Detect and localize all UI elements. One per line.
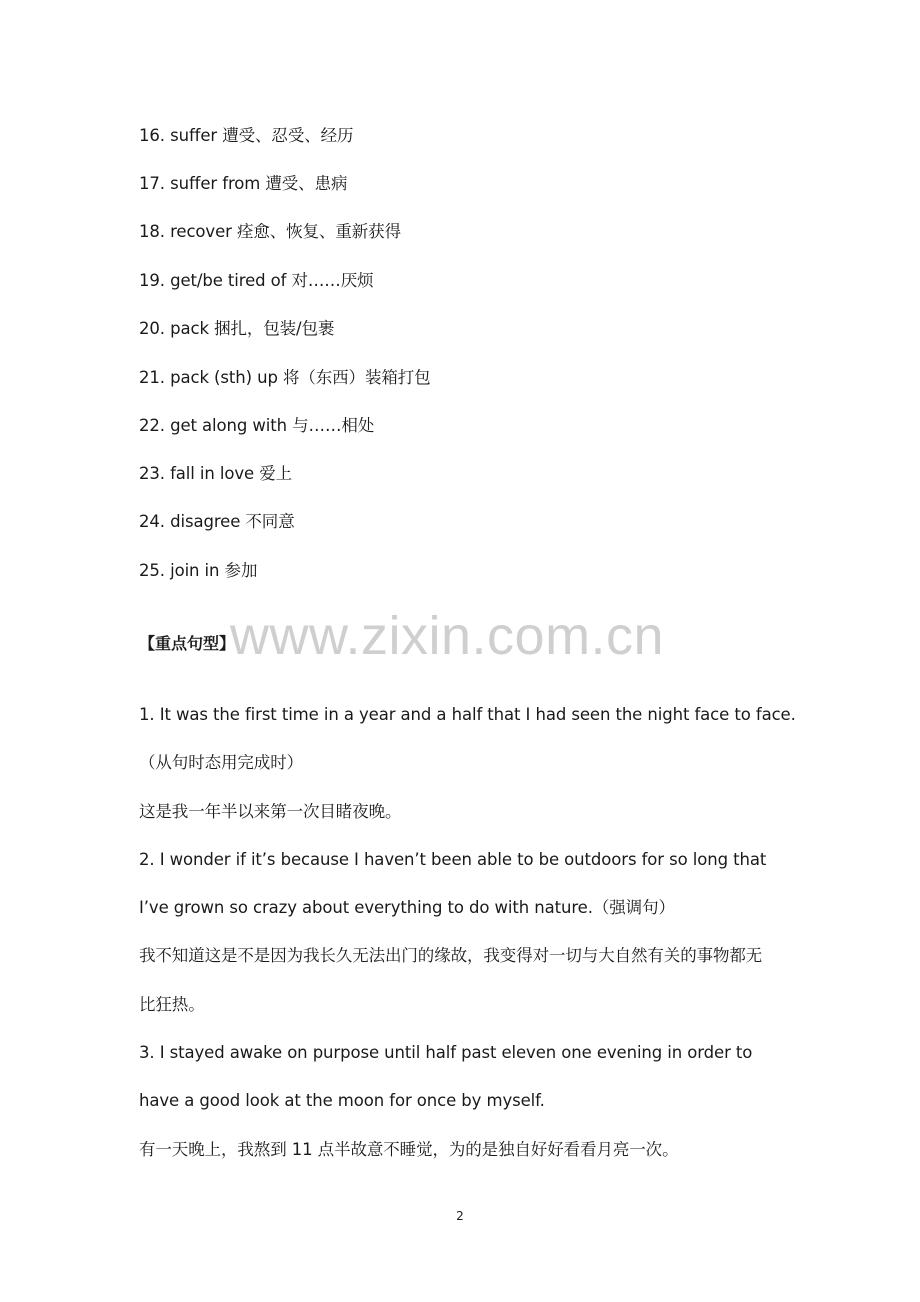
vocab-item: 24. disagree 不同意 (139, 512, 295, 531)
vocab-item: 19. get/be tired of 对……厌烦 (139, 271, 374, 290)
sentence-line: 有一天晚上，我熬到 11 点半故意不睡觉，为的是独自好好看看月亮一次。 (139, 1140, 679, 1159)
vocab-item: 22. get along with 与……相处 (139, 416, 375, 435)
vocab-item: 17. suffer from 遭受、患病 (139, 174, 348, 193)
page-number: 2 (456, 1209, 464, 1223)
sentence-line: 1. It was the first time in a year and a half that I had seen the night face to face. (139, 705, 796, 724)
sentence-line: 这是我一年半以来第一次目睹夜晚。 (139, 802, 402, 821)
vocab-item: 20. pack 捆扎，包装/包裹 (139, 319, 335, 338)
vocab-item: 23. fall in love 爱上 (139, 464, 293, 483)
sentence-line: 2. I wonder if it’s because I haven’t been able to be outdoors for so long that (139, 850, 767, 869)
sentence-line: have a good look at the moon for once by myself. (139, 1091, 545, 1110)
sentence-line: 比狂热。 (139, 995, 205, 1014)
section-heading: 【重点句型】 (139, 634, 236, 653)
vocab-item: 25. join in 参加 (139, 561, 258, 580)
sentence-line: 3. I stayed awake on purpose until half past eleven one evening in order to (139, 1043, 753, 1062)
vocab-item: 18. recover 痊愈、恢复、重新获得 (139, 222, 401, 241)
vocab-item: 16. suffer 遭受、忍受、经历 (139, 126, 354, 145)
sentence-line: I’ve grown so crazy about everything to do with nature.（强调句） (139, 898, 675, 917)
sentence-line: （从句时态用完成时） (139, 753, 304, 772)
sentence-line: 我不知道这是不是因为我长久无法出门的缘故，我变得对一切与大自然有关的事物都无 (139, 946, 763, 965)
vocab-item: 21. pack (sth) up 将（东西）装箱打包 (139, 368, 431, 387)
watermark: www.zixin.com.cn (230, 606, 665, 666)
